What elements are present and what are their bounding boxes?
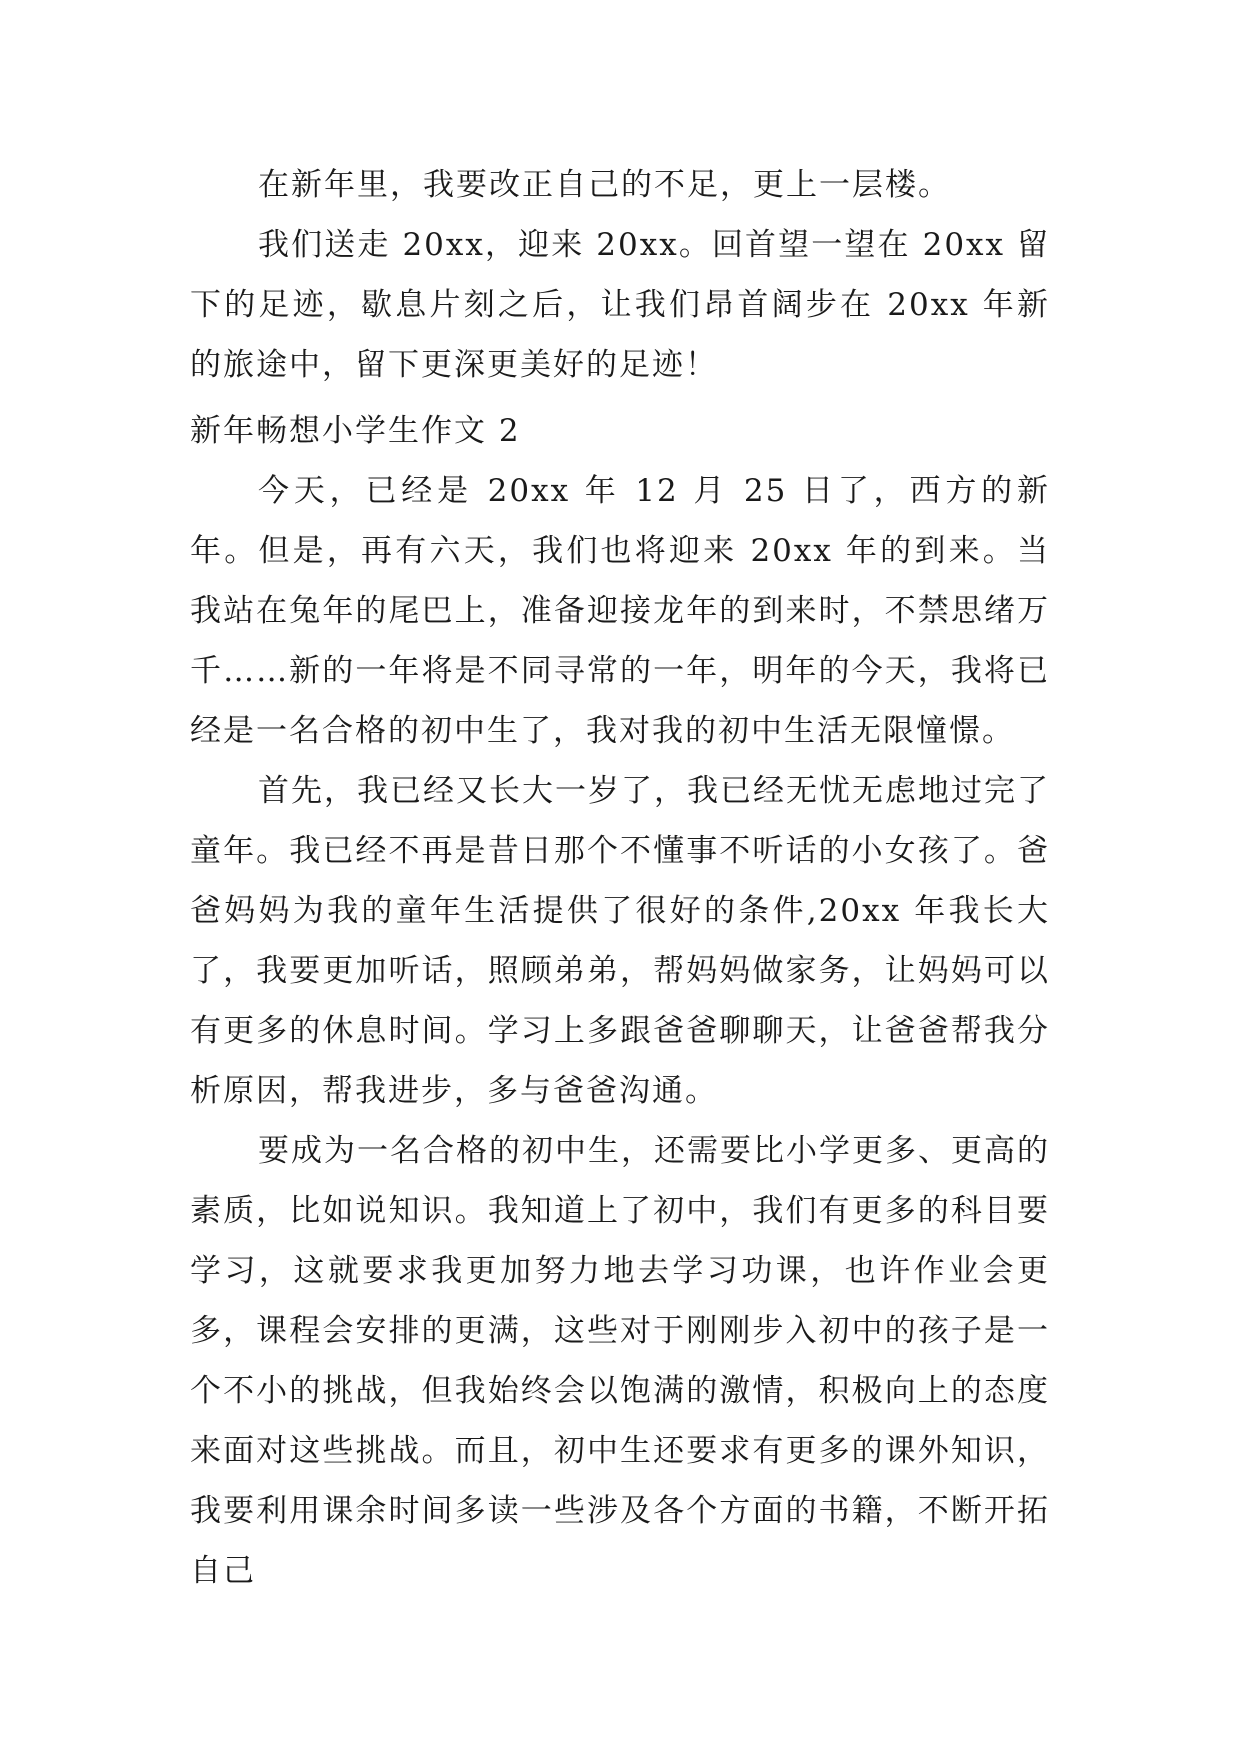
essay-heading: 新年畅想小学生作文 2: [190, 413, 521, 449]
paragraph-first: 首先，我已经又长大一岁了，我已经无忧无虑地过完了童年。我已经不再是昔日那个不懂事不听话的小女孩了。爸爸妈妈为我的童年生活提供了很好的条件,20xx 年我长大了，我要更加听话，照顾弟弟，帮妈妈做家务，让妈妈可以有更多的休息时间。学习上多跟爸爸聊聊天，让爸爸帮我分析原因，帮我进步，多与爸爸沟通。: [190, 773, 1050, 1109]
paragraph-junior-high: 要成为一名合格的初中生，还需要比小学更多、更高的素质，比如说知识。我知道上了初中，我们有更多的科目要学习，这就要求我更加努力地去学习功课，也许作业会更多，课程会安排的更满，这些对于刚刚步入初中的孩子是一个不小的挑战，但我始终会以饱满的激情，积极向上的态度来面对这些挑战。而且，初中生还要求有更多的课外知识，我要利用课余时间多读一些涉及各个方面的书籍，不断开拓自己: [190, 1133, 1050, 1589]
section-1: [190, 155, 1050, 395]
paragraph-today: 今天，已经是 20xx 年 12 月 25 日了，西方的新年。但是，再有六天，我们也将迎来 20xx 年的到来。当我站在兔年的尾巴上，准备迎接龙年的到来时，不禁思绪万千……新的一年将是不同寻常的一年，明年的今天，我将已经是一名合格的初中生了，我对我的初中生活无限憧憬。: [190, 473, 1050, 749]
paragraph-new-year-resolution: 在新年里，我要改正自己的不足，更上一层楼。: [258, 167, 951, 203]
paragraph-farewell: 我们送走 20xx，迎来 20xx。回首望一望在 20xx 留下的足迹，歇息片刻之后，让我们昂首阔步在 20xx 年新的旅途中，留下更深更美好的足迹！: [190, 227, 1050, 383]
section-2: [190, 401, 1050, 1601]
